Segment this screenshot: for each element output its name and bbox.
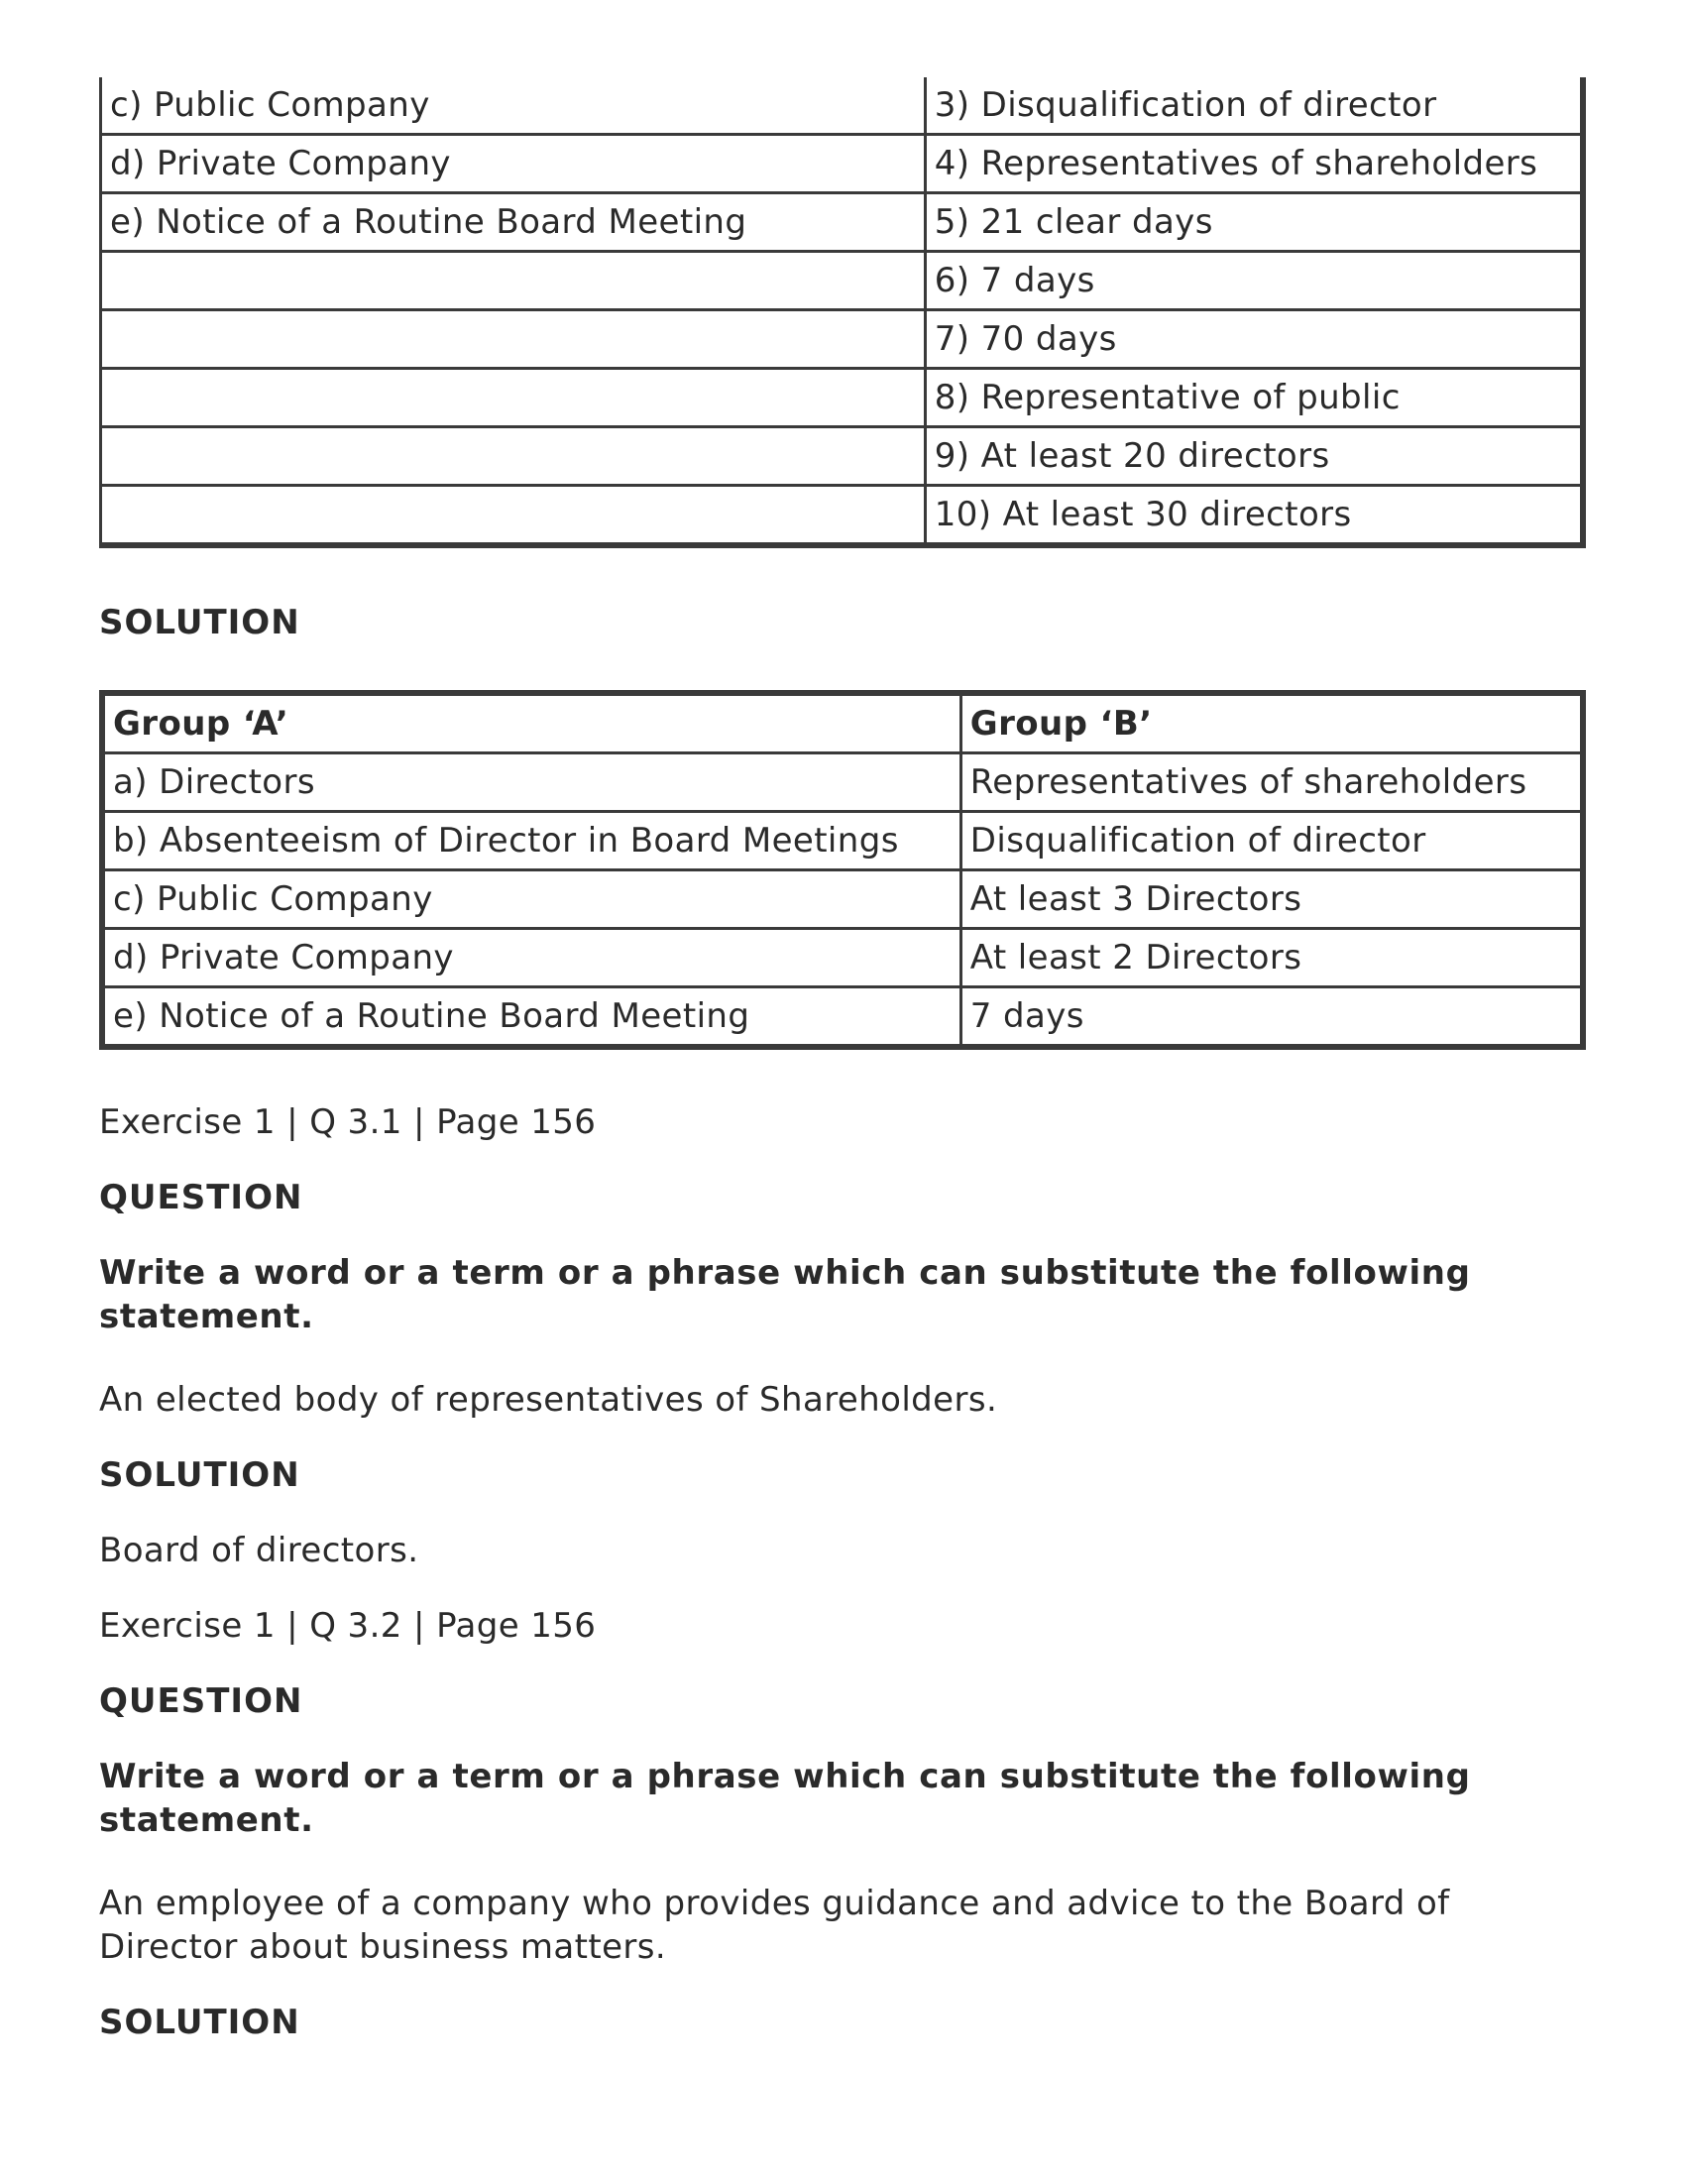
table-row	[102, 370, 1583, 428]
group-b-cell: 8) Representative of public	[927, 370, 1583, 428]
solution-answer: Board of directors.	[99, 1531, 419, 1570]
question-statement: An employee of a company who provides guidance and advice to the Board of Director about business matters.	[99, 1884, 1450, 1967]
question-heading: QUESTION	[99, 1681, 303, 1721]
table-row	[102, 871, 1583, 930]
table-row	[102, 813, 1583, 871]
question-heading: QUESTION	[99, 1178, 303, 1217]
group-a-cell: b) Absenteeism of Director in Board Meetings	[102, 813, 962, 871]
group-a-cell: a) Directors	[102, 754, 962, 813]
group-a-cell	[102, 487, 927, 545]
exercise-reference: Exercise 1 | Q 3.1 | Page 156	[99, 1102, 597, 1142]
question-statement: An elected body of representatives of Shareholders.	[99, 1380, 998, 1420]
group-a-header: Group ‘A’	[102, 693, 962, 754]
table-row	[102, 253, 1583, 311]
solution-heading: SOLUTION	[99, 603, 300, 642]
group-b-cell: At least 3 Directors	[962, 871, 1583, 930]
table-row	[102, 311, 1583, 370]
group-b-cell: 10) At least 30 directors	[927, 487, 1583, 545]
group-b-cell: Disqualification of director	[962, 813, 1583, 871]
exercise-reference: Exercise 1 | Q 3.2 | Page 156	[99, 1606, 597, 1646]
table-row	[102, 988, 1583, 1047]
group-b-cell: Representatives of shareholders	[962, 754, 1583, 813]
group-b-cell: 3) Disqualification of director	[927, 77, 1583, 136]
table-row	[102, 487, 1583, 545]
match-table	[99, 77, 1586, 548]
group-a-cell	[102, 311, 927, 370]
group-a-cell: c) Public Company	[102, 77, 927, 136]
question-prompt: Write a word or a term or a phrase which can substitute the following statement.	[99, 1757, 1471, 1840]
solution-heading: SOLUTION	[99, 1455, 300, 1495]
group-a-cell: e) Notice of a Routine Board Meeting	[102, 194, 927, 253]
group-b-cell: At least 2 Directors	[962, 930, 1583, 988]
solution-heading: SOLUTION	[99, 2003, 300, 2042]
table-row	[102, 754, 1583, 813]
group-b-cell: 6) 7 days	[927, 253, 1583, 311]
group-a-cell	[102, 370, 927, 428]
group-a-cell: c) Public Company	[102, 871, 962, 930]
group-b-cell: 5) 21 clear days	[927, 194, 1583, 253]
group-b-cell: 4) Representatives of shareholders	[927, 136, 1583, 194]
group-b-cell: 7) 70 days	[927, 311, 1583, 370]
question-prompt: Write a word or a term or a phrase which can substitute the following statement.	[99, 1253, 1471, 1336]
table-row	[102, 77, 1583, 136]
group-a-cell: d) Private Company	[102, 136, 927, 194]
table-row	[102, 194, 1583, 253]
table-header-row	[102, 693, 1583, 754]
table-row	[102, 930, 1583, 988]
group-b-cell: 9) At least 20 directors	[927, 428, 1583, 487]
answer-table	[99, 690, 1586, 1050]
table-row	[102, 428, 1583, 487]
group-b-header: Group ‘B’	[962, 693, 1583, 754]
group-a-cell: d) Private Company	[102, 930, 962, 988]
table-row	[102, 136, 1583, 194]
group-a-cell	[102, 428, 927, 487]
group-b-cell: 7 days	[962, 988, 1583, 1047]
group-a-cell: e) Notice of a Routine Board Meeting	[102, 988, 962, 1047]
group-a-cell	[102, 253, 927, 311]
